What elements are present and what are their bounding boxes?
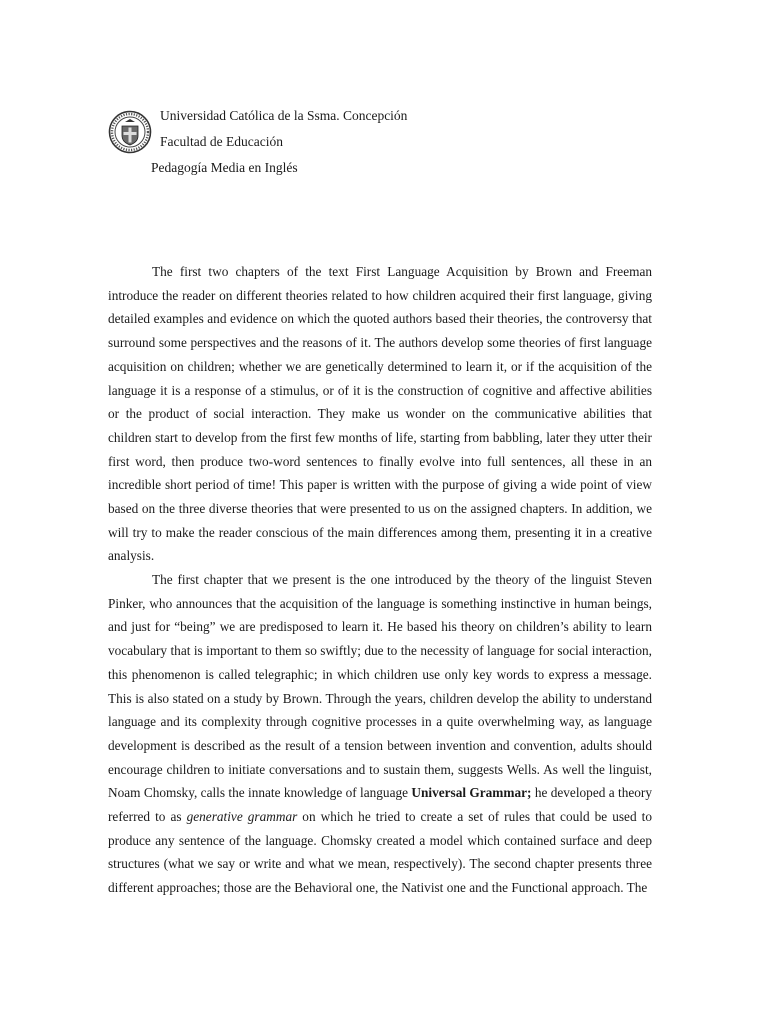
- university-name: Universidad Católica de la Ssma. Concepción: [160, 108, 408, 123]
- generative-grammar-term: generative grammar: [186, 809, 298, 825]
- paragraph-first-chapter: [108, 568, 652, 900]
- paragraph-text-part2: he developed a theory referred to as: [108, 785, 652, 825]
- program-name: Pedagogía Media en Inglés: [151, 160, 298, 175]
- university-seal-icon: [108, 110, 152, 154]
- faculty-name: Facultad de Educación: [160, 134, 283, 149]
- universal-grammar-term: Universal Grammar;: [411, 785, 532, 801]
- paragraph-intro-text: The first two chapters of the text First Language Acquisition by Brown and Freeman introduce the reader on different theories related to how children acquired their first language, giving detailed examples and evidence on which the quoted authors based their theories, the controversy that surround some perspectives and the reasons of it. The authors develop some theories of first language acquisition on children; whether we are genetically determined to learn it, or if the acquisition of the language it is a response of a stimulus, or of it is the construction of cognitive and affective abilities or the product of social interaction. They make us wonder on the communicative abilities that children start to develop from the first few months of life, starting from babbling, later they utter their first word, then produce two-word sentences to finally evolve into full sentences, all these in an incredible short period of time! This paper is written with the purpose of giving a wide point of view based on the three diverse theories that were presented to us on the assigned chapters. In addition, we will try to make the reader conscious of the main differences among them, presenting it in a creative analysis.: [108, 264, 652, 564]
- paragraph-intro: [108, 260, 652, 568]
- paragraph-text-part3: on which he tried to create a set of rules that could be used to produce any sentence of the language. Chomsky created a model which contained surface and deep structures (what we say or write and what we mean, respectively). The second chapter presents three different approaches; those are the Behavioral one, the Nativist one and the Functional approach. The: [108, 809, 652, 896]
- paragraph-text-part1: The first chapter that we present is the one introduced by the theory of the linguist Steven Pinker, who announces that the acquisition of the language is something instinctive in human beings, and just for “being” we are predisposed to learn it. He based his theory on children’s ability to learn vocabulary that is important to them so swiftly; due to the necessity of language for social interaction, this phenomenon is called telegraphic; in which children use only key words to express a message. This is also stated on a study by Brown. Through the years, children develop the ability to understand language and its complexity through cognitive processes in a quite overwhelming way, as language development is described as the result of a tension between invention and convention, adults should encourage children to initiate conversations and to sustain them, suggests Wells. As well the linguist, Noam Chomsky, calls the innate knowledge of language: [108, 572, 652, 801]
